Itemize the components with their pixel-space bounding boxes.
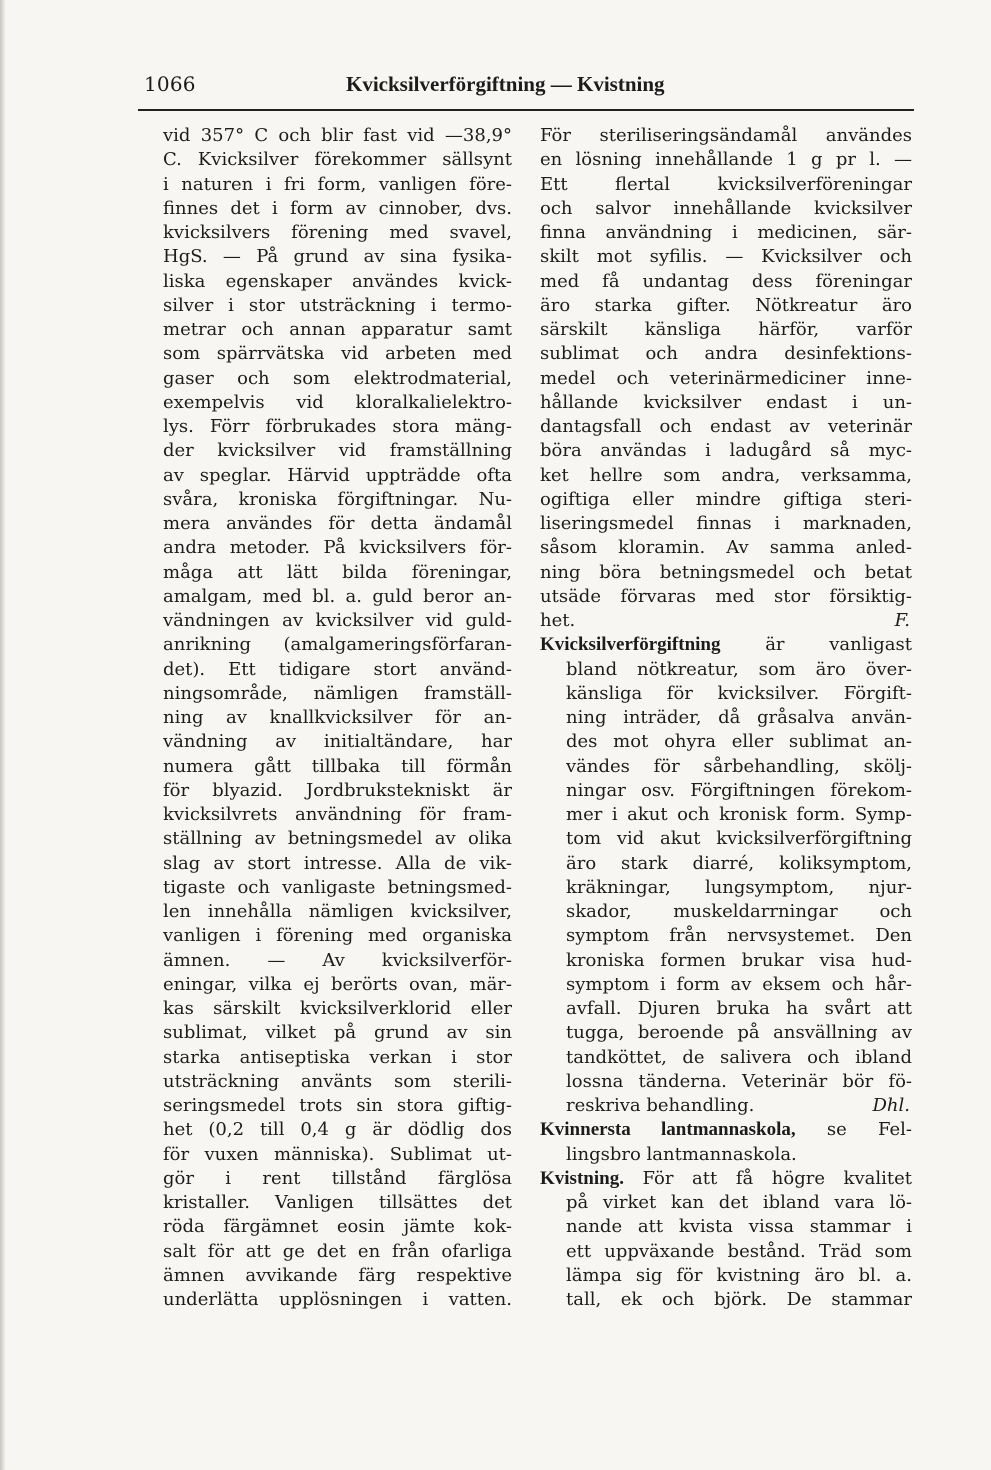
text-line: ämnen avvikande färg respektive <box>163 1264 512 1286</box>
text-line: finna användning i medicinen, sär- <box>540 222 912 243</box>
text-line: kroniska formen brukar visa hud- <box>566 949 912 971</box>
text-line: underlätta upplösningen i vatten. <box>163 1289 512 1310</box>
text-line: liseringsmedel finnas i marknaden, <box>540 513 912 534</box>
page-header <box>140 72 912 102</box>
text-line: silver i stor utsträckning i termo- <box>163 294 512 316</box>
text-line: HgS. — På grund av sina fysika- <box>163 246 512 268</box>
headword: Kvistning. <box>540 1167 624 1189</box>
signature-line <box>540 609 912 633</box>
entry-first-line <box>540 1118 912 1142</box>
text-line: känsliga för kvicksilver. Förgift- <box>566 682 912 704</box>
text-line: salt för att ge det en från ofarliga <box>163 1240 512 1262</box>
entry-text-line: lingsbro lantmannaskola. <box>566 1143 797 1165</box>
text-line: anrikning (amalgameringsförfaran- <box>163 634 512 656</box>
text-line: lossna tänderna. Veterinär bör fö- <box>566 1070 912 1092</box>
header-rule <box>138 109 914 111</box>
running-title: Kvicksilverförgiftning — Kvistning <box>346 72 665 96</box>
text-line: ning böra betningsmedel och betat <box>540 561 912 583</box>
text-line: ett uppväxande bestånd. Träd som <box>566 1240 912 1262</box>
text-line: För steriliseringsändamål användes <box>540 125 912 146</box>
entry-first-line <box>540 633 912 657</box>
text-line: sublimat, vilket på grund av sin <box>163 1022 512 1044</box>
text-line: äro starka gifter. Nötkreatur äro <box>540 294 912 316</box>
text-line: ning av knallkvicksilver för an- <box>163 707 512 728</box>
entry-text: För att få högre kvalitet <box>642 1167 912 1189</box>
text-line: exempelvis vid kloralkalielektro- <box>163 391 512 413</box>
text-line: ket hellre som andra, verksamma, <box>540 464 912 486</box>
text-line: ogiftiga eller mindre giftiga steri- <box>540 488 912 510</box>
text-line: med få undantag dess föreningar <box>540 270 912 292</box>
text-line: som spärrvätska vid arbeten med <box>163 343 512 365</box>
text-line: C. Kvicksilver förekommer sällsynt <box>163 149 512 171</box>
text-line: eningar, vilka ej berörts ovan, mär- <box>163 973 512 995</box>
text-line: gör i rent tillstånd färglösa <box>163 1167 512 1189</box>
text-line: dantagsfall och endast av veterinär <box>540 416 912 437</box>
text-line: för blyazid. Jordbrukstekniskt är <box>163 779 512 801</box>
text-line: svåra, kroniska förgiftningar. Nu- <box>163 488 512 510</box>
right-column <box>540 124 912 1312</box>
text-line: finnes det i form av cinnober, dvs. <box>163 197 512 219</box>
entry-kvicksilver-continued <box>540 124 912 609</box>
entry-kvicksilverforgiftning <box>540 633 912 1118</box>
text-line: symptom från nervsystemet. Den <box>566 925 912 947</box>
text-line: ning inträder, då gråsalva använ- <box>566 707 912 728</box>
text-line: på virket kan det ibland vara lö- <box>566 1192 912 1213</box>
text-line: amalgam, med bl. a. guld beror an- <box>163 585 512 607</box>
text-line: det). Ett tidigare stort använd- <box>163 658 512 680</box>
text-line: symptom i form av eksem och hår- <box>566 973 912 995</box>
author-signature-f: F. <box>894 610 910 631</box>
text-line: kvicksilvrets användning för fram- <box>163 804 512 825</box>
text-line: kristaller. Vanligen tillsättes det <box>163 1192 512 1213</box>
text-line: hållande kvicksilver endast i un- <box>540 391 912 413</box>
text-line: vanligen i förening med organiska <box>163 925 512 947</box>
text-line: sublimat och andra desinfektions- <box>540 343 912 365</box>
entry-kvinnersta <box>540 1118 912 1167</box>
text-line: lämpa sig för kvistning äro bl. a. <box>566 1264 912 1286</box>
text-line: röda färgämnet eosin jämte kok- <box>163 1216 512 1238</box>
text-line: tom vid akut kvicksilverförgiftning <box>566 828 912 850</box>
text-line: starka antiseptiska verkan i stor <box>163 1046 512 1068</box>
text-line: av speglar. Härvid uppträdde ofta <box>163 464 512 486</box>
entry-text: är vanligast <box>765 634 912 656</box>
signature-line-text: reskriva behandling. <box>566 1095 755 1116</box>
text-line: des mot ohyra eller sublimat an- <box>566 731 912 753</box>
text-line: slag av stort intresse. Alla de vik- <box>163 852 512 874</box>
text-line: vid 357° C och blir fast vid —38,9° <box>163 125 512 146</box>
headword: Kvicksilverförgiftning <box>540 634 721 656</box>
text-line: vändes för sårbehandling, skölj- <box>566 755 912 777</box>
text-line: tall, ek och björk. De stammar <box>566 1289 912 1310</box>
entry-body <box>540 1191 912 1312</box>
entry-text: se Fel- <box>826 1119 912 1141</box>
text-line: lys. Förr förbrukades stora mäng- <box>163 416 512 437</box>
text-line: ämnen. — Av kvicksilverför- <box>163 949 512 971</box>
text-line: ningsområde, nämligen framställ- <box>163 682 512 704</box>
text-line: het (0,2 till 0,4 g är dödlig dos <box>163 1119 512 1141</box>
text-line: bland nötkreatur, som äro över- <box>566 658 912 680</box>
text-line: kas särskilt kvicksilverklorid eller <box>163 998 512 1019</box>
text-line: avfall. Djuren bruka ha svårt att <box>566 998 912 1019</box>
text-line: tugga, beroende på ansvällning av <box>566 1022 912 1044</box>
text-line: ställning av betningsmedel av olika <box>163 828 512 850</box>
text-line: kvicksilvers förening med svavel, <box>163 222 512 243</box>
page-edge-shadow <box>0 0 5 1470</box>
text-line: måga att lätt bilda föreningar, <box>163 561 512 583</box>
text-line: numera gått tillbaka till förmån <box>163 755 512 777</box>
text-line: seringsmedel trots sin stora giftig- <box>163 1095 512 1116</box>
left-column <box>163 124 512 1312</box>
text-line: liska egenskaper användes kvick- <box>163 270 512 292</box>
text-line: och salvor innehållande kvicksilver <box>540 197 912 219</box>
signature-line-text: het. <box>540 610 576 631</box>
entry-first-line <box>540 1167 912 1191</box>
text-line: äro stark diarré, koliksymptom, <box>566 852 912 874</box>
entry-body <box>540 658 912 1095</box>
text-line: tandköttet, de salivera och ibland <box>566 1046 912 1068</box>
text-line: skilt mot syfilis. — Kvicksilver och <box>540 246 912 268</box>
entry-kvistning <box>540 1167 912 1313</box>
text-line: särskilt känsliga härför, varför <box>540 319 912 340</box>
text-line: vändningen av kvicksilver vid guld- <box>163 610 512 631</box>
text-line: skador, muskeldarrningar och <box>566 901 912 922</box>
text-line: för vuxen människa). Sublimat ut- <box>163 1143 512 1165</box>
text-line: nande att kvista vissa stammar i <box>566 1216 912 1238</box>
text-line: kräkningar, lungsymptom, njur- <box>566 876 912 898</box>
text-line: utsäde förvaras med stor försiktig- <box>540 585 912 607</box>
text-line: Ett flertal kvicksilverföreningar <box>540 173 912 195</box>
text-line: andra metoder. På kvicksilvers för- <box>163 537 512 559</box>
signature-line <box>540 1094 912 1118</box>
text-line: utsträckning använts som sterili- <box>163 1070 512 1092</box>
text-line: i naturen i fri form, vanligen före- <box>163 173 512 195</box>
text-line: gaser och som elektrodmaterial, <box>163 367 512 389</box>
text-line: der kvicksilver vid framställning <box>163 440 512 462</box>
text-line: mera användes för detta ändamål <box>163 513 512 534</box>
text-line: böra användas i ladugård så myc- <box>540 440 912 462</box>
author-signature-dhl: Dhl. <box>872 1095 910 1116</box>
text-line: mer i akut och kronisk form. Symp- <box>566 804 912 825</box>
text-line: tigaste och vanligaste betningsmed- <box>163 876 512 898</box>
text-line: vändning av initialtändare, har <box>163 731 512 753</box>
text-line: en lösning innehållande 1 g pr l. — <box>540 149 912 171</box>
text-line: medel och veterinärmediciner inne- <box>540 367 912 389</box>
text-line: såsom kloramin. Av samma anled- <box>540 537 912 559</box>
text-line: ningar osv. Förgiftningen förekom- <box>566 779 912 801</box>
text-line: metrar och annan apparatur samt <box>163 319 512 340</box>
page-number: 1066 <box>144 72 196 96</box>
headword: Kvinnersta lantmannaskola, <box>540 1119 796 1141</box>
text-line: len innehålla nämligen kvicksilver, <box>163 901 512 922</box>
